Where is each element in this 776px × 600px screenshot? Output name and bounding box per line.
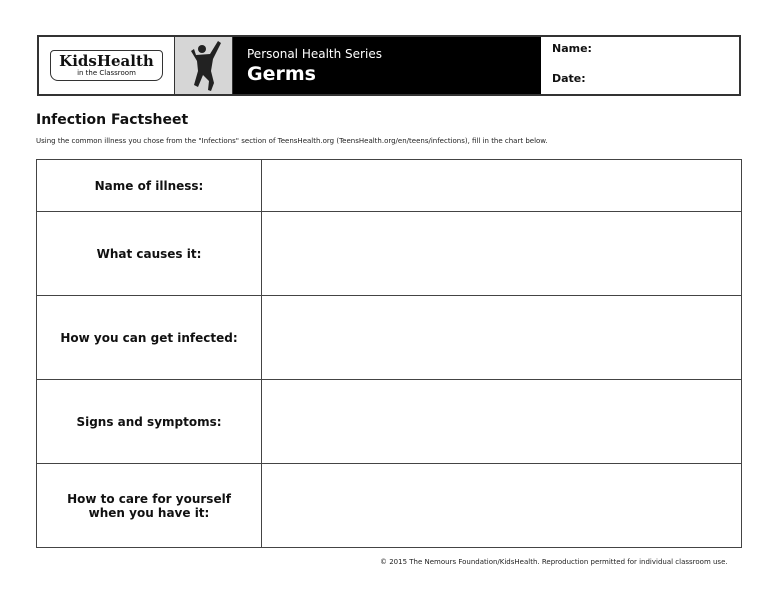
topic-title: Germs	[247, 62, 316, 85]
answer-cell[interactable]	[262, 160, 742, 212]
jumping-person-icon	[175, 37, 233, 94]
answer-cell[interactable]	[262, 212, 742, 296]
row-label: Name of illness:	[37, 160, 262, 212]
series-label: Personal Health Series	[247, 46, 382, 61]
logo-subtext: in the Classroom	[77, 69, 136, 77]
series-title-block	[233, 37, 541, 94]
answer-cell[interactable]	[262, 464, 742, 548]
row-label: What causes it:	[37, 212, 262, 296]
date-label: Date:	[552, 72, 586, 85]
copyright-footer: © 2015 The Nemours Foundation/KidsHealth. Reproduction permitted for individual classroom use.	[380, 558, 728, 566]
instructions: Using the common illness you chose from the "Infections" section of TeensHealth.org (TeensHealth.org/en/teens/infections), fill in the chart below.	[36, 137, 548, 145]
table-row	[37, 464, 742, 548]
page-title: Infection Factsheet	[36, 112, 189, 128]
name-label: Name:	[552, 42, 592, 55]
table-row	[37, 380, 742, 464]
logo-text: KidsHealth	[59, 52, 154, 70]
row-label: How you can get infected:	[37, 296, 262, 380]
row-label: Signs and symptoms:	[37, 380, 262, 464]
header-banner	[37, 35, 741, 96]
factsheet-table	[36, 159, 742, 548]
name-date-block	[541, 37, 739, 94]
row-label: How to care for yourself when you have it:	[37, 464, 262, 548]
table-row	[37, 160, 742, 212]
table-row	[37, 296, 742, 380]
answer-cell[interactable]	[262, 380, 742, 464]
answer-cell[interactable]	[262, 296, 742, 380]
kidshealth-logo	[39, 37, 175, 94]
table-row	[37, 212, 742, 296]
